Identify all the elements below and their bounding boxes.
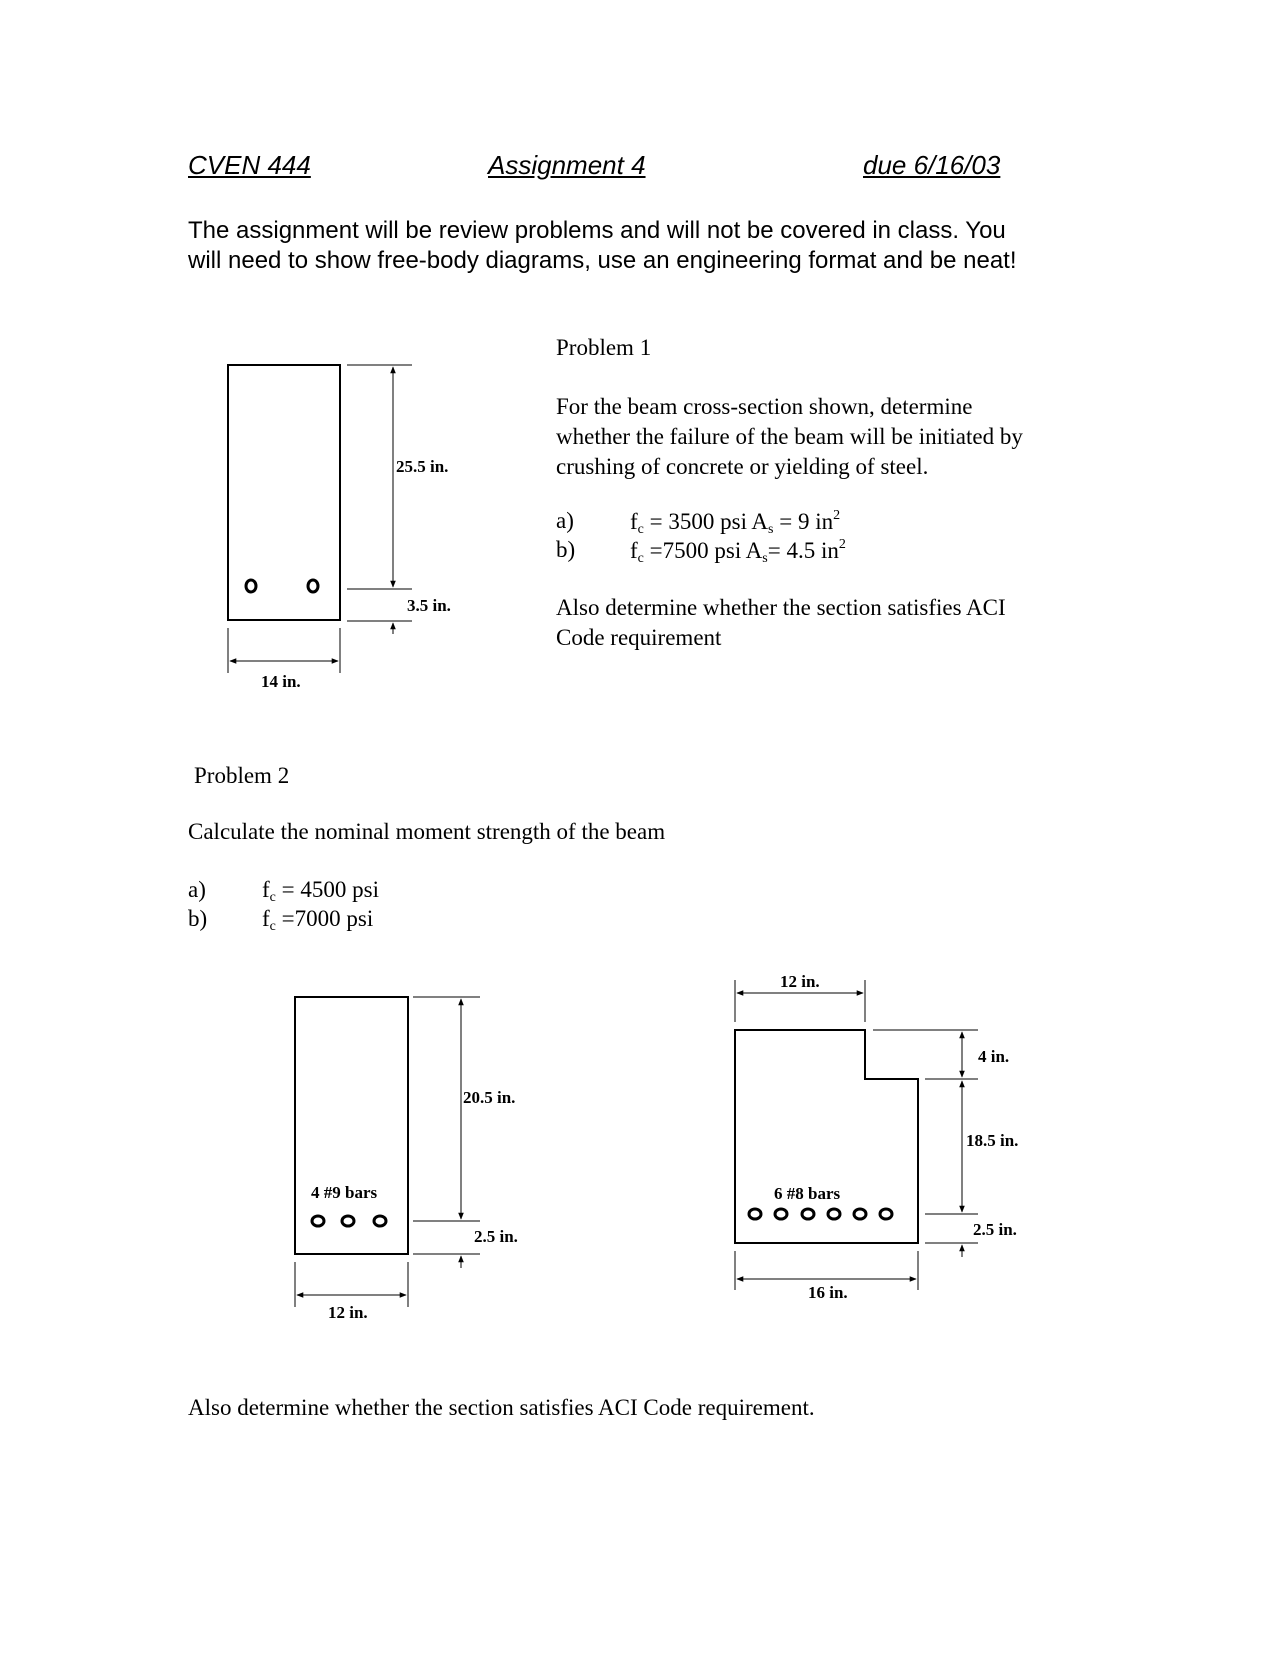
- step-label: 4 in.: [978, 1047, 1010, 1066]
- fc-subscript: c: [637, 551, 644, 566]
- fc-value: = 4500 psi: [275, 877, 379, 902]
- rebar-icon: [312, 1216, 324, 1226]
- as-subscript: s: [768, 522, 774, 537]
- rebar-icon: [246, 580, 256, 592]
- width-label: 12 in.: [328, 1303, 368, 1322]
- problem1-beam-diagram: [228, 365, 451, 691]
- intro-line-1: The assignment will be review problems and will not be covered in class. You: [188, 217, 1006, 244]
- height-label: 25.5 in.: [396, 457, 449, 476]
- as-superscript: 2: [833, 508, 841, 523]
- fc-value: =7000 psi: [275, 906, 374, 931]
- top-width-label: 12 in.: [780, 972, 820, 991]
- problem1-text-line-1: For the beam cross-section shown, determine: [556, 394, 973, 419]
- bars-label: 6 #8 bars: [774, 1184, 841, 1203]
- fc-value: = 3500 psi A: [643, 509, 769, 534]
- problem2-rect-beam-diagram: [295, 997, 518, 1322]
- fc-symbol: f: [262, 877, 270, 902]
- rebar-icon: [880, 1209, 892, 1219]
- problem1-heading: Problem 1: [556, 335, 652, 360]
- cover-label: 2.5 in.: [973, 1220, 1017, 1239]
- assignment-title: Assignment 4: [488, 150, 646, 180]
- problem1-case-a-label: a): [556, 508, 574, 533]
- problem1-also-line-2: Code requirement: [556, 625, 722, 650]
- as-value: = 9 in: [773, 509, 834, 534]
- width-label: 16 in.: [808, 1283, 848, 1302]
- rebar-icon: [854, 1209, 866, 1219]
- problem1-also-line-1: Also determine whether the section satisfies ACI: [556, 595, 1006, 620]
- height-label: 20.5 in.: [463, 1088, 516, 1107]
- problem2-heading: Problem 2: [194, 763, 290, 788]
- rebar-icon: [828, 1209, 840, 1219]
- problem2-case-a-label: a): [188, 877, 206, 902]
- rebar-icon: [374, 1216, 386, 1226]
- fc-symbol: f: [262, 906, 270, 931]
- rebar-icon: [342, 1216, 354, 1226]
- problem1-text-line-2: whether the failure of the beam will be initiated by: [556, 424, 1023, 449]
- problem2-text: Calculate the nominal moment strength of the beam: [188, 819, 666, 844]
- cover-label: 2.5 in.: [474, 1227, 518, 1246]
- height-label: 18.5 in.: [966, 1131, 1019, 1150]
- bars-label: 4 #9 bars: [311, 1183, 378, 1202]
- fc-subscript: c: [269, 890, 276, 905]
- problem2-footer: Also determine whether the section satisfies ACI Code requirement.: [188, 1395, 815, 1420]
- due-date: due 6/16/03: [863, 150, 1001, 180]
- width-label: 14 in.: [261, 672, 301, 691]
- fc-value: =7500 psi A: [643, 538, 763, 563]
- rebar-icon: [308, 580, 318, 592]
- fc-subscript: c: [269, 919, 276, 934]
- cover-label: 3.5 in.: [407, 596, 451, 615]
- problem2-case-b-label: b): [188, 906, 208, 931]
- rebar-icon: [802, 1209, 814, 1219]
- problem1-text-line-3: crushing of concrete or yielding of steel.: [556, 454, 929, 479]
- problem2-stepped-beam-diagram: [735, 972, 1018, 1302]
- rebar-icon: [775, 1209, 787, 1219]
- as-subscript: s: [762, 551, 768, 566]
- as-superscript: 2: [838, 537, 846, 552]
- beam-section: [228, 365, 340, 620]
- fc-symbol: f: [630, 509, 638, 534]
- as-value: = 4.5 in: [767, 538, 839, 563]
- course-code: CVEN 444: [188, 150, 311, 180]
- intro-line-2: will need to show free-body diagrams, use an engineering format and be neat!: [188, 247, 1017, 274]
- rebar-icon: [749, 1209, 761, 1219]
- fc-symbol: f: [630, 538, 638, 563]
- fc-subscript: c: [637, 522, 644, 537]
- problem1-case-b-label: b): [556, 537, 576, 562]
